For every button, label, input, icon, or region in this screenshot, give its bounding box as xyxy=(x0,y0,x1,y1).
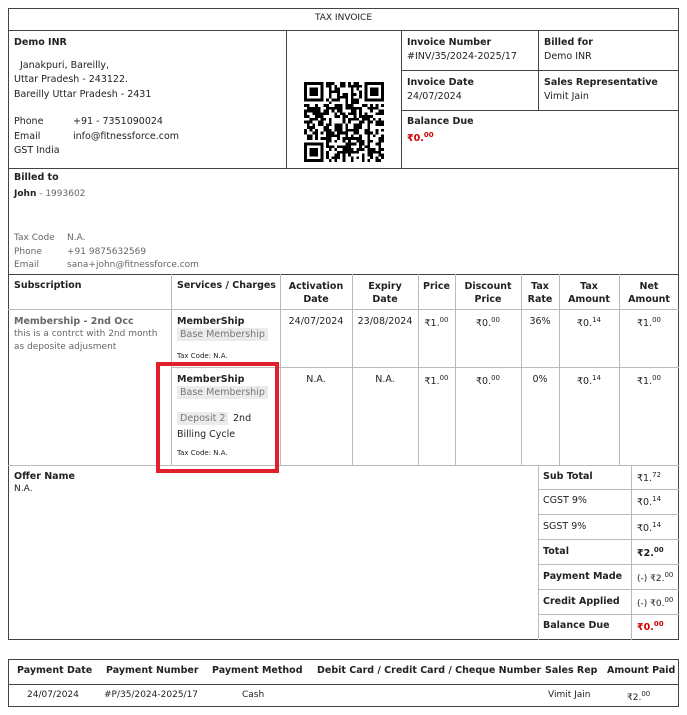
col-net-amount: Net Amount xyxy=(628,281,670,305)
invoice-title: TAX INVOICE xyxy=(314,13,373,23)
seller-address-2: Uttar Pradesh - 243122. xyxy=(14,74,129,85)
col-services: Services / Charges xyxy=(177,280,276,291)
payment-made-label: Payment Made xyxy=(543,571,623,582)
pay-rep: Vimit Jain xyxy=(548,690,591,700)
billed-for-label: Billed for xyxy=(544,37,593,48)
row2-net: ₹1.00 xyxy=(636,374,662,388)
pay-method: Cash xyxy=(242,690,265,700)
row2-expiry: N.A. xyxy=(375,374,395,385)
seller-email: info@fitnessforce.com xyxy=(73,131,180,142)
billed-to-customer: John - 1993602 xyxy=(14,189,86,199)
subscription-desc-2: as deposite adjusment xyxy=(14,342,117,352)
col-subscription: Subscription xyxy=(14,280,82,291)
cgst-label: CGST 9% xyxy=(543,495,587,506)
row1-tax-amount: ₹0.14 xyxy=(576,316,602,330)
pay-col-number: Payment Number xyxy=(106,665,199,676)
row1-taxcode: Tax Code: N.A. xyxy=(177,352,228,360)
subtotal-label: Sub Total xyxy=(543,471,593,482)
subscription-name: Membership - 2nd Occ xyxy=(14,316,134,327)
pay-col-card: Debit Card / Credit Card / Cheque Number xyxy=(317,665,542,676)
invoice-date-label: Invoice Date xyxy=(407,77,474,88)
qr-code xyxy=(304,82,384,162)
sales-rep-label: Sales Representative xyxy=(544,77,658,88)
col-discount: Discount Price xyxy=(464,281,512,305)
row2-deposit-text: 2nd xyxy=(233,413,252,424)
row2-deposit-text2: Billing Cycle xyxy=(177,429,236,440)
row2-taxcode: Tax Code: N.A. xyxy=(177,449,228,457)
subtotal-value: ₹1.72 xyxy=(637,471,662,485)
row1-tax-rate: 36% xyxy=(529,316,551,327)
billed-to-email-label: Email xyxy=(14,260,39,270)
row1-net: ₹1.00 xyxy=(636,316,662,330)
pay-number: #P/35/2024-2025/17 xyxy=(104,690,199,700)
pay-amount: ₹2.00 xyxy=(627,690,651,703)
row2-service: MemberShip xyxy=(177,374,245,385)
payment-made-value: (-) ₹2.00 xyxy=(637,571,674,584)
invoice-number: #INV/35/2024-2025/17 xyxy=(407,51,517,62)
col-tax-rate: Tax Rate xyxy=(527,281,553,305)
row1-service: MemberShip xyxy=(177,316,245,327)
invoice-date: 24/07/2024 xyxy=(407,91,462,102)
balance-due-total-value: ₹0.00 xyxy=(637,620,664,634)
row2-tax-amount: ₹0.14 xyxy=(576,374,602,388)
billed-for: Demo INR xyxy=(544,51,592,62)
invoice-number-label: Invoice Number xyxy=(407,37,492,48)
highlight-box xyxy=(156,362,279,473)
row1-tag: Base Membership xyxy=(177,328,268,341)
seller-phone-label: Phone xyxy=(14,116,44,127)
pay-col-rep: Sales Rep xyxy=(545,665,598,676)
balance-due-total-label: Balance Due xyxy=(543,620,610,631)
pay-date: 24/07/2024 xyxy=(27,690,79,700)
subscription-desc-1: this is a contrct with 2nd month xyxy=(14,329,158,339)
row1-expiry: 23/08/2024 xyxy=(357,316,413,327)
col-activation: Activation Date xyxy=(288,281,344,305)
col-price: Price xyxy=(423,281,450,292)
seller-name: Demo INR xyxy=(14,37,67,48)
row2-price: ₹1.00 xyxy=(424,374,449,388)
row1-discount: ₹0.00 xyxy=(475,316,501,330)
sgst-label: SGST 9% xyxy=(543,521,587,532)
col-expiry: Expiry Date xyxy=(368,281,402,305)
offer-value: N.A. xyxy=(14,484,33,494)
total-label: Total xyxy=(543,546,569,557)
row2-tag: Base Membership xyxy=(177,386,268,399)
seller-email-label: Email xyxy=(14,131,41,142)
pay-col-method: Payment Method xyxy=(212,665,303,676)
row1-price: ₹1.00 xyxy=(424,316,449,330)
sales-rep: Vimit Jain xyxy=(544,91,589,102)
seller-address-3: Bareilly Uttar Pradesh - 2431 xyxy=(14,89,152,100)
row2-deposit-tag: Deposit 2 xyxy=(177,412,228,425)
balance-due-value: ₹0.00 xyxy=(407,131,434,145)
row2-discount: ₹0.00 xyxy=(475,374,501,388)
cgst-value: ₹0.14 xyxy=(637,495,662,509)
row2-activation: N.A. xyxy=(306,374,326,385)
credit-applied-value: (-) ₹0.00 xyxy=(637,596,674,609)
billed-to-taxcode-label: Tax Code xyxy=(14,233,55,243)
row1-activation: 24/07/2024 xyxy=(288,316,344,327)
billed-to-label: Billed to xyxy=(14,172,59,183)
pay-col-amount: Amount Paid xyxy=(607,665,676,676)
seller-phone: +91 - 7351090024 xyxy=(73,116,163,127)
billed-to-phone: +91 9875632569 xyxy=(67,247,147,257)
col-tax-amount: Tax Amount xyxy=(568,281,610,305)
offer-label: Offer Name xyxy=(14,471,75,482)
seller-address-1: Janakpuri, Bareilly, xyxy=(20,60,110,71)
billed-to-email: sana+john@fitnessforce.com xyxy=(67,260,199,270)
pay-col-date: Payment Date xyxy=(17,665,93,676)
row2-tax-rate: 0% xyxy=(532,374,548,385)
sgst-value: ₹0.14 xyxy=(637,521,662,535)
balance-due-label: Balance Due xyxy=(407,116,474,127)
billed-to-phone-label: Phone xyxy=(14,247,42,257)
total-value: ₹2.00 xyxy=(637,546,664,560)
seller-gst: GST India xyxy=(14,145,60,156)
billed-to-taxcode: N.A. xyxy=(67,233,86,243)
credit-applied-label: Credit Applied xyxy=(543,596,620,607)
